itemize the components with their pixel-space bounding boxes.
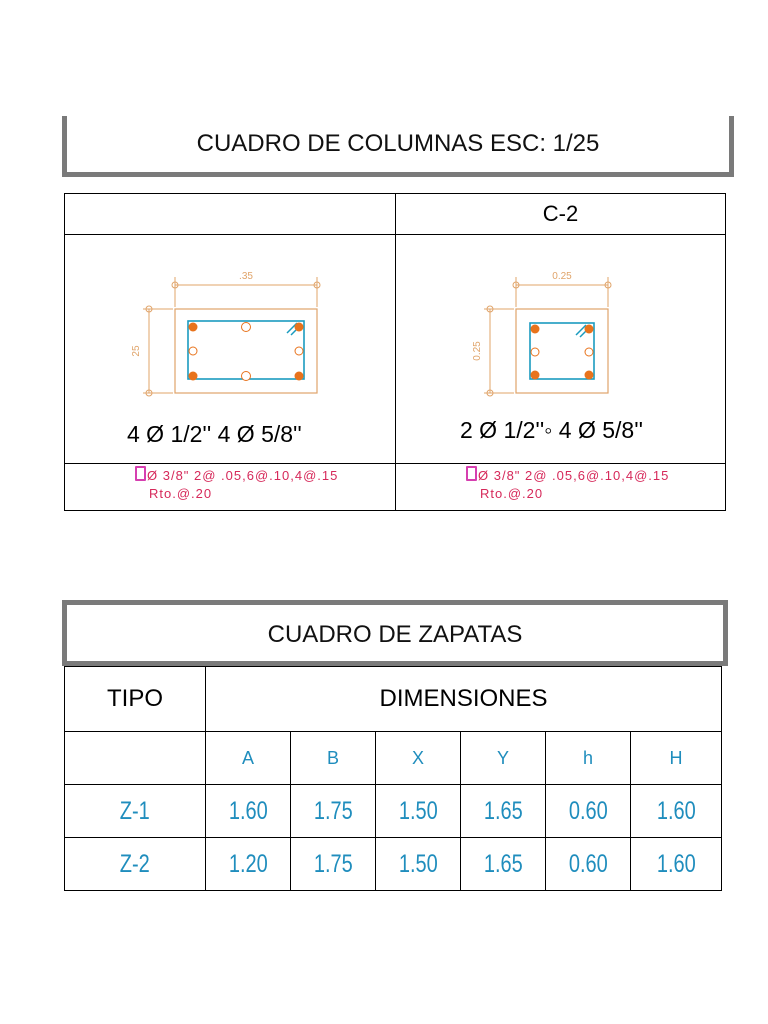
bar-mid	[189, 347, 197, 355]
header-tipo: TIPO	[65, 667, 206, 732]
stirrup-icon	[135, 466, 146, 481]
bar-mid	[585, 348, 593, 356]
zapatas-title: CUADRO DE ZAPATAS	[267, 621, 523, 648]
bar-corner	[189, 323, 198, 332]
col-header-a: A	[206, 732, 291, 785]
bar-corner	[531, 371, 540, 380]
column-2-notes-cell	[396, 464, 726, 511]
table-cell: 1.65	[461, 785, 546, 838]
subheader-empty	[65, 732, 206, 785]
bar-corner	[295, 372, 304, 381]
bar-mid	[295, 347, 303, 355]
header-dimensiones: DIMENSIONES	[206, 667, 722, 732]
bar-corner	[189, 372, 198, 381]
table-cell: 0.60	[546, 838, 631, 891]
columnas-header-1	[65, 194, 396, 235]
zapatas-table	[64, 666, 722, 891]
column-2-drawing-cell	[396, 235, 726, 464]
stirrup	[530, 323, 594, 379]
table-cell: 1.50	[376, 785, 461, 838]
bar-corner	[585, 371, 594, 380]
table-cell: 1.65	[461, 838, 546, 891]
col-header-h-small: h	[546, 732, 631, 785]
col-header-b: B	[291, 732, 376, 785]
column-2-bars-label: 2 Ø 1/2''◦ 4 Ø 5/8''	[460, 417, 643, 443]
table-cell: 0.60	[546, 785, 631, 838]
bar-corner	[585, 325, 594, 334]
table-row	[65, 838, 722, 891]
column-2-stirrup-line2: Rto.@.20	[480, 486, 544, 501]
dim-width-label: 0.25	[552, 271, 572, 282]
columnas-title-box	[62, 116, 734, 177]
row-tipo: Z-1	[65, 785, 206, 838]
table-cell: 1.60	[206, 785, 291, 838]
row-tipo: Z-2	[65, 838, 206, 891]
column-1-notes-cell	[65, 464, 396, 511]
column-1-stirrup-line2: Rto.@.20	[149, 486, 213, 501]
table-cell: 1.75	[291, 785, 376, 838]
bar-corner	[531, 325, 540, 334]
dim-height-label: 0.25	[472, 341, 483, 361]
columnas-title: CUADRO DE COLUMNAS ESC: 1/25	[196, 130, 600, 157]
bar-mid	[242, 323, 251, 332]
bar-corner	[295, 323, 304, 332]
columnas-table	[64, 193, 726, 511]
dim-height-label: 25	[131, 345, 142, 357]
col-header-h-large: H	[631, 732, 722, 785]
table-cell: 1.60	[631, 838, 722, 891]
table-cell: 1.20	[206, 838, 291, 891]
col-header-y: Y	[461, 732, 546, 785]
dim-width-label: .35	[239, 271, 253, 282]
column-1-stirrup-note	[135, 466, 338, 483]
col-header-x: X	[376, 732, 461, 785]
table-cell: 1.60	[631, 785, 722, 838]
column-1-drawing-cell	[65, 235, 396, 464]
columnas-header-2: C-2	[396, 194, 726, 235]
column-2-stirrup-line1: Ø 3/8" 2@ .05,6@.10,4@.15	[478, 468, 670, 483]
zapatas-title-box	[62, 600, 728, 666]
table-row	[65, 785, 722, 838]
stirrup-icon	[466, 466, 477, 481]
column-1-stirrup-line1: Ø 3/8" 2@ .05,6@.10,4@.15	[147, 468, 339, 483]
column-1-bars-label: 4 Ø 1/2'' 4 Ø 5/8''	[127, 421, 302, 447]
bar-mid	[531, 348, 539, 356]
table-cell: 1.75	[291, 838, 376, 891]
column-2-stirrup-note	[466, 466, 669, 483]
bar-mid	[242, 372, 251, 381]
table-cell: 1.50	[376, 838, 461, 891]
